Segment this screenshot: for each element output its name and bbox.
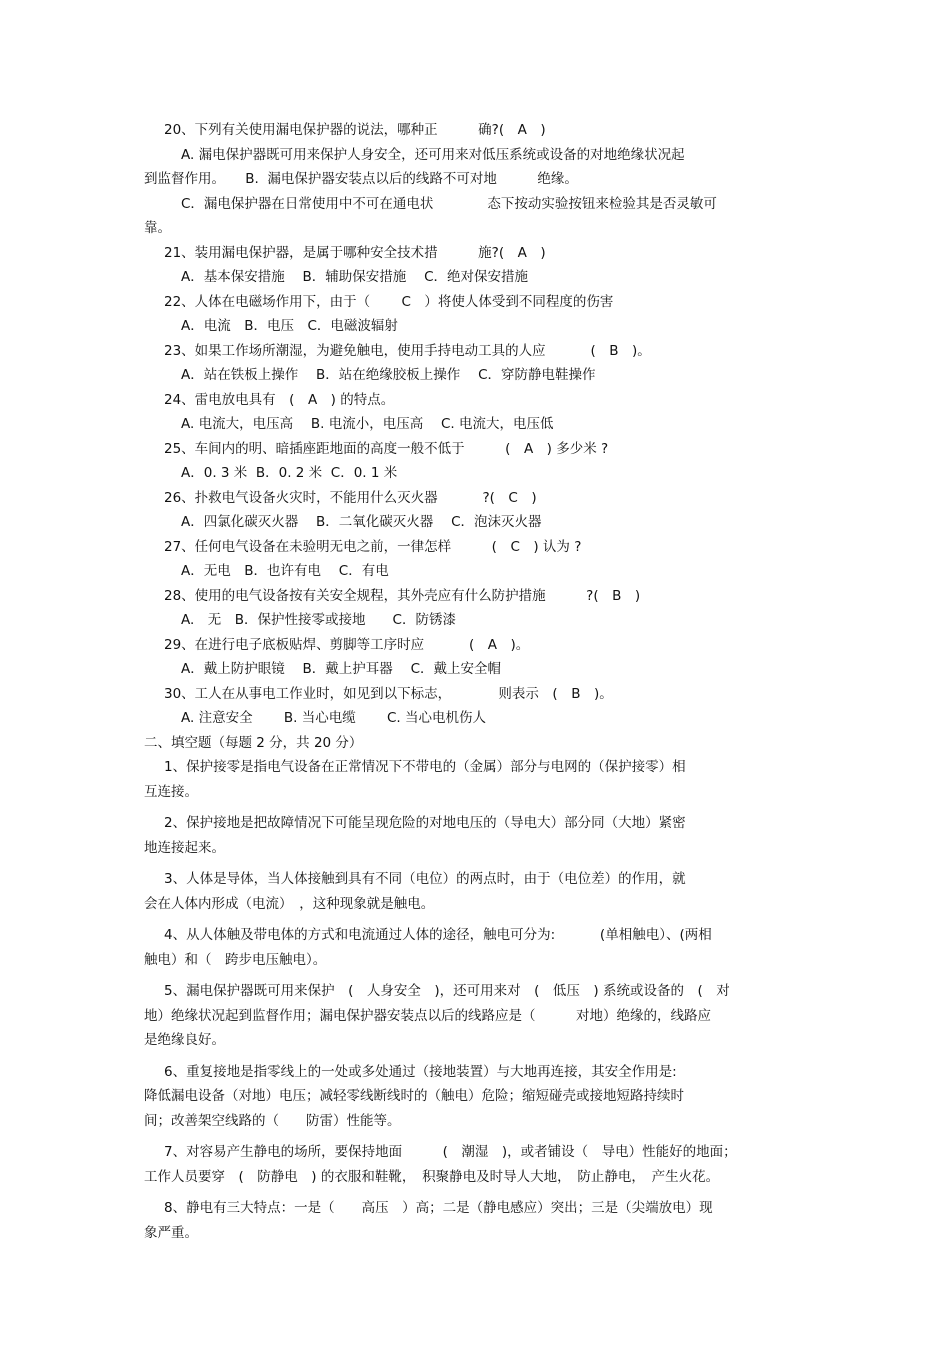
fill-item	[144, 811, 814, 860]
text-line: A．无电 B．也许有电 C．有电	[181, 563, 389, 579]
text-line: 地连接起来。	[144, 839, 225, 856]
question-item	[144, 339, 814, 388]
text-line: 30、工人在从事电工作业时，如见到以下标志， 则表示 ( B )。	[164, 685, 613, 702]
fill-item	[144, 923, 814, 972]
text-line: 到监督作用。 B. 漏电保护器安装点以后的线路不可对地 绝缘。	[144, 171, 578, 187]
question-item	[144, 584, 814, 633]
text-line: 8、静电有三大特点：一是（ 高压 ）高；二是（静电感应）突出；三是（尖端放电）现	[164, 1200, 713, 1216]
page-content	[144, 118, 814, 1245]
fill-item	[144, 1140, 814, 1189]
text-line: 象严重。	[144, 1224, 198, 1241]
text-line: 5、漏电保护器既可用来保护 ( 人身安全 )，还可用来对 ( 低压 ) 系统或设备的 ( 对	[164, 983, 730, 999]
text-line: 间；改善架空线路的（ 防雷）性能等。	[144, 1112, 401, 1129]
section-title: 二、填空题（每题 2 分，共 20 分）	[144, 734, 363, 751]
text-line: A. 电流大，电压高 B. 电流小，电压高 C. 电流大，电压低	[181, 416, 554, 432]
question-item	[144, 290, 814, 339]
fill-item	[144, 755, 814, 804]
spacer	[144, 972, 814, 979]
text-line: 26、扑救电气设备火灾时，不能用什么灭火器 ?( C )	[164, 489, 537, 506]
text-line: 工作人员要穿 ( 防静电 ) 的衣服和鞋靴， 积聚静电及时导人大地， 防止静电， 产生火花。	[144, 1168, 720, 1185]
text-line: 触电）和（ 跨步电压触电）。	[144, 951, 327, 968]
spacer	[144, 860, 814, 867]
text-line: 6、重复接地是指零线上的一处或多处通过（接地装置）与大地再连接，其安全作用是:	[164, 1063, 677, 1080]
text-line: 降低漏电设备（对地）电压；减轻零线断线时的（触电）危险；缩短碰壳或接地短路持续时	[144, 1088, 684, 1104]
text-line: 地）绝缘状况起到监督作用；漏电保护器安装点以后的线路应是（ 对地）绝缘的，线路应	[144, 1007, 711, 1024]
text-line: 是绝缘良好。	[144, 1032, 225, 1048]
spacer	[144, 804, 814, 811]
text-line: 28、使用的电气设备按有关安全规程，其外壳应有什么防护措施 ?( B )	[164, 587, 641, 604]
text-line: 靠。	[144, 220, 171, 236]
text-line: 4、从人体触及带电体的方式和电流通过人体的途径，触电可分为: (单相触电）、(两相	[164, 927, 712, 943]
spacer	[144, 916, 814, 923]
text-line: 7、对容易产生静电的场所，要保持地面 ( 潮湿 )，或者铺设（ 导电）性能好的地面；	[164, 1144, 737, 1160]
question-item	[144, 486, 814, 535]
text-line: A. 漏电保护器既可用来保护人身安全，还可用来对低压系统或设备的对地绝缘状况起	[181, 146, 685, 163]
text-line: 22、人体在电磁场作用下，由于（ C ）将使人体受到不同程度的伤害	[164, 293, 614, 310]
question-item	[144, 437, 814, 486]
question-item	[144, 118, 814, 241]
text-line: 1、保护接零是指电气设备在正常情况下不带电的（金属）部分与电网的（保护接零）相	[164, 759, 686, 775]
text-line: 互连接。	[144, 783, 198, 800]
fill-in-list	[144, 755, 814, 1245]
text-line: 3、人体是导体，当人体接触到具有不同（电位）的两点时，由于（电位差）的作用，就	[164, 871, 686, 887]
text-line: 2、保护接地是把故障情况下可能呈现危险的对地电压的（导电大）部分同（大地）紧密	[164, 815, 686, 831]
text-line: 21、装用漏电保护器，是属于哪种安全技术措 施?( A )	[164, 244, 546, 261]
text-line: 20、下列有关使用漏电保护器的说法，哪种正 确?( A )	[164, 122, 546, 138]
text-line: A．0. 3 米 B．0. 2 米 C．0. 1 米	[181, 465, 398, 481]
text-line: 29、在进行电子底板贴焊、剪脚等工序时应 ( A )。	[164, 636, 530, 653]
text-line: C．漏电保护器在日常使用中不可在通电状 态下按动实验按钮来检验其是否灵敏可	[181, 195, 717, 212]
multiple-choice-list	[144, 118, 814, 731]
fill-item	[144, 1196, 814, 1245]
question-item	[144, 388, 814, 437]
text-line: 25、车间内的明、暗插座距地面的高度一般不低于 ( A ) 多少米 ?	[164, 440, 609, 457]
text-line: 27、任何电气设备在未验明无电之前，一律怎样 ( C ) 认为 ?	[164, 538, 582, 555]
text-line: 会在人体内形成（电流） ，这种现象就是触电。	[144, 895, 435, 912]
question-item	[144, 633, 814, 682]
text-line: 24、雷电放电具有 ( A ) 的特点。	[164, 391, 395, 408]
text-line: A．电流 B．电压 C．电磁波辐射	[181, 318, 398, 334]
fill-item	[144, 979, 814, 1053]
question-item	[144, 241, 814, 290]
spacer	[144, 1053, 814, 1060]
question-item	[144, 682, 814, 731]
spacer	[144, 1133, 814, 1140]
text-line: A．基本保安措施 B．辅助保安措施 C．绝对保安措施	[181, 269, 529, 285]
fill-item	[144, 1060, 814, 1134]
question-item	[144, 535, 814, 584]
fill-item	[144, 867, 814, 916]
text-line: A．四氯化碳灭火器 B．二氧化碳灭火器 C．泡沫灭火器	[181, 514, 542, 530]
text-line: A. 注意安全 B. 当心电缆 C. 当心电机伤人	[181, 710, 487, 726]
text-line: 23、如果工作场所潮湿，为避免触电，使用手持电动工具的人应 ( B )。	[164, 342, 651, 359]
text-line: A．站在铁板上操作 B．站在绝缘胶板上操作 C．穿防静电鞋操作	[181, 367, 596, 383]
spacer	[144, 1189, 814, 1196]
text-line: A．戴上防护眼镜 B．戴上护耳器 C．戴上安全帽	[181, 661, 502, 677]
text-line: A. 无 B．保护性接零或接地 C．防锈漆	[181, 612, 456, 628]
